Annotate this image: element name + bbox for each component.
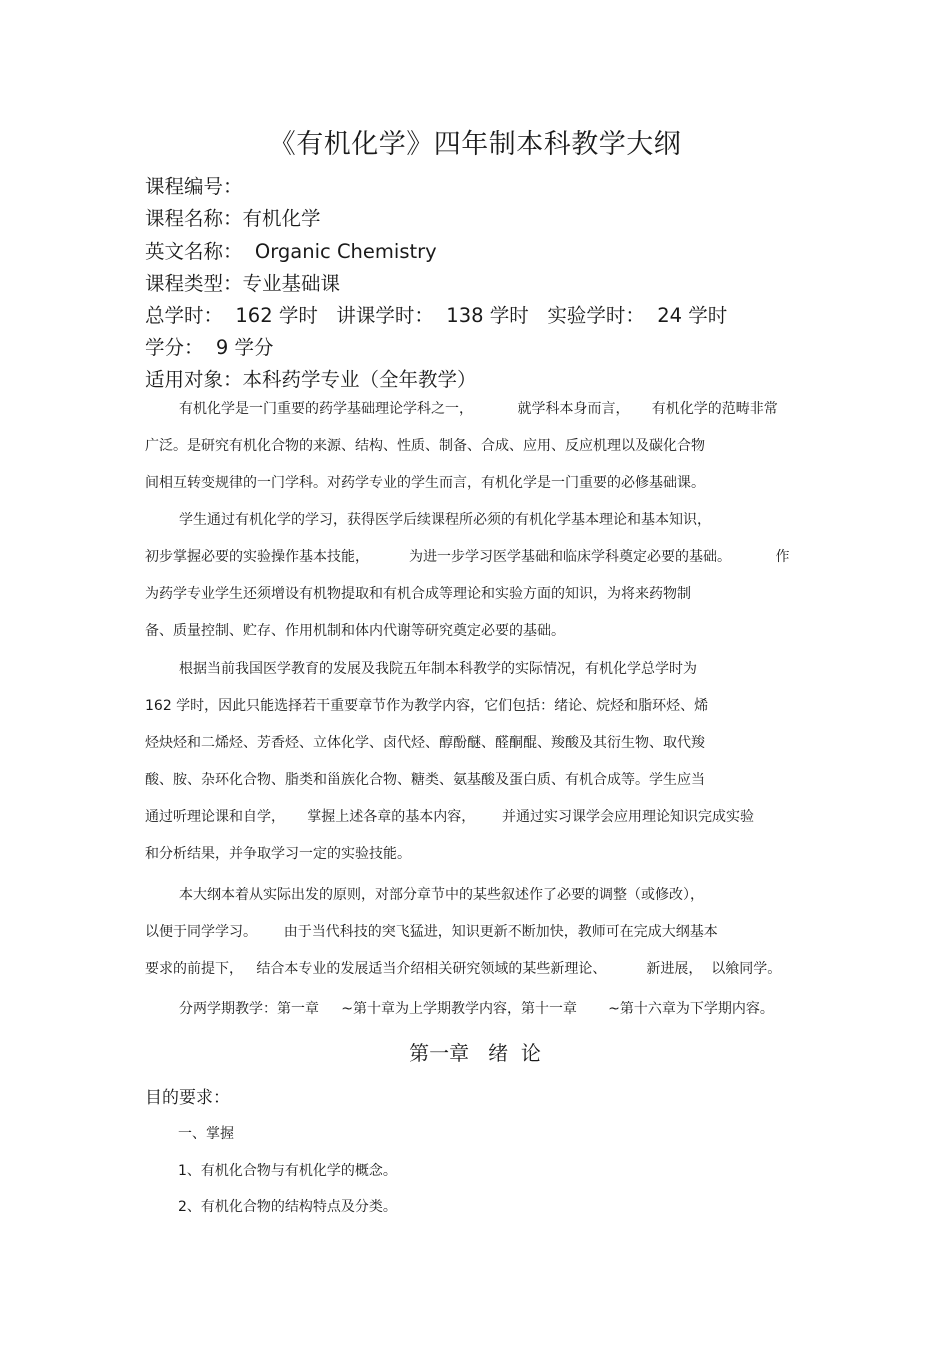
paragraph-goals: [145, 502, 810, 650]
paragraph-line: 以便于同学学习。 由于当代科技的突飞猛进，知识更新不断加快，教师可在完成大纲基本: [145, 924, 718, 940]
paragraph-line: 通过听理论课和自学， 掌握上述各章的基本内容， 并通过实习课学会应用理论知识完成实验: [145, 809, 754, 825]
paragraph-line: 和分析结果，并争取学习一定的实验技能。: [145, 846, 411, 862]
paragraph-line: 要求的前提下， 结合本专业的发展适当介绍相关研究领域的某些新理论、 新进展， 以飨同学。: [145, 961, 782, 977]
paragraph-line: 根据当前我国医学教育的发展及我院五年制本科教学的实际情况，有机化学总学时为: [179, 661, 697, 677]
paragraph-adjustment: [145, 877, 810, 988]
paragraph-line: 间相互转变规律的一门学科。对药学专业的学生而言，有机化学是一门重要的必修基础课。: [145, 475, 705, 491]
list-item: 一、掌握: [178, 1126, 234, 1142]
paragraph-schedule: [145, 991, 810, 1028]
list-item: 1、有机化合物与有机化学的概念。: [178, 1163, 397, 1179]
paragraph-content: [145, 651, 810, 873]
course-type: 课程类型：专业基础课: [145, 272, 341, 295]
course-code: 课程编号：: [145, 175, 243, 198]
paragraph-line: 烃炔烃和二烯烃、芳香烃、立体化学、卤代烃、醇酚醚、醛酮醌、羧酸及其衍生物、取代羧: [145, 735, 705, 751]
course-english-name: 英文名称： Organic Chemistry: [145, 240, 437, 263]
paragraph-line: 学生通过有机化学的学习，获得医学后续课程所必须的有机化学基本理论和基本知识，: [179, 512, 711, 528]
paragraph-line: 为药学专业学生还须增设有机物提取和有机合成等理论和实验方面的知识，为将来药物制: [145, 586, 691, 602]
paragraph-line: 162 学时，因此只能选择若干重要章节作为教学内容，它们包括：绪论、烷烃和脂环烃、烯: [145, 698, 709, 714]
course-name: 课程名称：有机化学: [145, 207, 321, 230]
paragraph-line: 有机化学是一门重要的药学基础理论学科之一， 就学科本身而言， 有机化学的范畴非常: [179, 401, 778, 417]
paragraph-line: 分两学期教学：第一章 ~第十章为上学期教学内容，第十一章 ~第十六章为下学期内容。: [179, 1001, 774, 1017]
paragraph-line: 酸、胺、杂环化合物、脂类和甾族化合物、糖类、氨基酸及蛋白质、有机合成等。学生应当: [145, 772, 705, 788]
paragraph-line: 初步掌握必要的实验操作基本技能， 为进一步学习医学基础和临床学科奠定必要的基础。 作: [145, 549, 790, 565]
paragraph-intro: [145, 391, 810, 502]
course-credits: 学分： 9 学分: [145, 336, 274, 359]
paragraph-line: 备、质量控制、贮存、作用机制和体内代谢等研究奠定必要的基础。: [145, 623, 565, 639]
course-hours: 总学时： 162 学时 讲课学时： 138 学时 实验学时： 24 学时: [145, 304, 728, 327]
course-audience: 适用对象：本科药学专业（全年教学）: [145, 368, 477, 391]
list-item: 2、有机化合物的结构特点及分类。: [178, 1199, 397, 1215]
purpose-heading: 目的要求：: [145, 1088, 230, 1108]
document-title: 《有机化学》四年制本科教学大纲: [268, 129, 682, 160]
chapter-heading: 第一章 绪 论: [409, 1041, 541, 1065]
paragraph-line: 广泛。是研究有机化合物的来源、结构、性质、制备、合成、应用、反应机理以及碳化合物: [145, 438, 705, 454]
paragraph-line: 本大纲本着从实际出发的原则，对部分章节中的某些叙述作了必要的调整（或修改），: [179, 887, 704, 903]
